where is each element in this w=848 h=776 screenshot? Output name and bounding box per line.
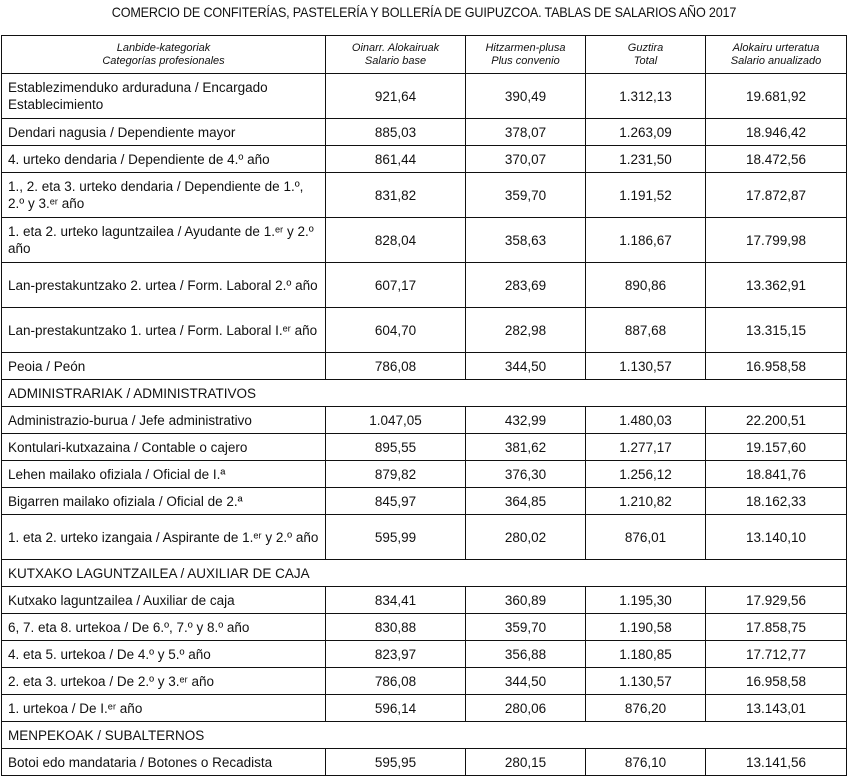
total-cell: 1.180,85 [586, 641, 706, 668]
plus-convenio-cell: 381,62 [466, 434, 586, 461]
plus-convenio-cell: 390,49 [466, 74, 586, 119]
table-row [2, 218, 847, 263]
table-row [2, 146, 847, 173]
total-cell: 1.480,03 [586, 407, 706, 434]
plus-convenio-cell: 356,88 [466, 641, 586, 668]
annual-salary-cell: 13.362,91 [706, 263, 847, 308]
table-row [2, 119, 847, 146]
base-salary-cell: 786,08 [326, 353, 466, 380]
total-cell: 887,68 [586, 308, 706, 353]
annual-salary-cell: 19.681,92 [706, 74, 847, 119]
category-cell: 1. eta 2. urteko izangaia / Aspirante de 1.ᵉʳ y 2.º año [2, 515, 326, 560]
base-salary-cell: 834,41 [326, 587, 466, 614]
plus-convenio-cell: 364,85 [466, 488, 586, 515]
plus-convenio-cell: 344,50 [466, 353, 586, 380]
section-row [2, 560, 847, 587]
total-cell: 1.263,09 [586, 119, 706, 146]
column-header-plus-convenio [466, 36, 586, 74]
plus-convenio-cell: 282,98 [466, 308, 586, 353]
header-line: Plus convenio [491, 54, 560, 67]
plus-convenio-cell: 432,99 [466, 407, 586, 434]
category-cell: 2. eta 3. urtekoa / De 2.º y 3.ᵉʳ año [2, 668, 326, 695]
annual-salary-cell: 22.200,51 [706, 407, 847, 434]
column-header-category [2, 36, 326, 74]
base-salary-cell: 595,99 [326, 515, 466, 560]
table-row [2, 614, 847, 641]
plus-convenio-cell: 280,02 [466, 515, 586, 560]
annual-salary-cell: 16.958,58 [706, 668, 847, 695]
table-row [2, 308, 847, 353]
column-header-total [586, 36, 706, 74]
annual-salary-cell: 16.958,58 [706, 353, 847, 380]
page-title: COMERCIO DE CONFITERÍAS, PASTELERÍA Y BOLLERÍA DE GUIPUZCOA. TABLAS DE SALARIOS AÑO 2017 [111, 4, 737, 20]
base-salary-cell: 830,88 [326, 614, 466, 641]
table-row [2, 173, 847, 218]
base-salary-cell: 607,17 [326, 263, 466, 308]
plus-convenio-cell: 376,30 [466, 461, 586, 488]
plus-convenio-cell: 378,07 [466, 119, 586, 146]
total-cell: 1.231,50 [586, 146, 706, 173]
total-cell: 1.190,58 [586, 614, 706, 641]
category-cell: 1. urtekoa / De I.ᵉʳ año [2, 695, 326, 722]
base-salary-cell: 786,08 [326, 668, 466, 695]
base-salary-cell: 1.047,05 [326, 407, 466, 434]
table-row [2, 488, 847, 515]
table-row [2, 749, 847, 776]
annual-salary-cell: 13.315,15 [706, 308, 847, 353]
total-cell: 876,01 [586, 515, 706, 560]
header-line: Lanbide-kategoriak [116, 41, 211, 54]
table-row [2, 695, 847, 722]
category-cell: Kutxako laguntzailea / Auxiliar de caja [2, 587, 326, 614]
plus-convenio-cell: 359,70 [466, 614, 586, 641]
annual-salary-cell: 13.140,10 [706, 515, 847, 560]
category-cell: Dendari nagusia / Dependiente mayor [2, 119, 326, 146]
annual-salary-cell: 17.872,87 [706, 173, 847, 218]
base-salary-cell: 845,97 [326, 488, 466, 515]
header-line: Alokairu urteratua [732, 41, 820, 54]
annual-salary-cell: 18.841,76 [706, 461, 847, 488]
section-title: MENPEKOAK / SUBALTERNOS [2, 722, 847, 749]
base-salary-cell: 831,82 [326, 173, 466, 218]
total-cell: 1.130,57 [586, 353, 706, 380]
annual-salary-cell: 19.157,60 [706, 434, 847, 461]
column-header-annual-salary [706, 36, 847, 74]
total-cell: 1.130,57 [586, 668, 706, 695]
annual-salary-cell: 17.712,77 [706, 641, 847, 668]
plus-convenio-cell: 283,69 [466, 263, 586, 308]
plus-convenio-cell: 280,15 [466, 749, 586, 776]
table-row [2, 461, 847, 488]
section-title: KUTXAKO LAGUNTZAILEA / AUXILIAR DE CAJA [2, 560, 847, 587]
header-line: Hitzarmen-plusa [485, 41, 566, 54]
category-cell: 1., 2. eta 3. urteko dendaria / Dependiente de 1.º, 2.º y 3.ᵉʳ año [2, 173, 326, 218]
total-cell: 1.256,12 [586, 461, 706, 488]
category-cell: Lehen mailako ofiziala / Oficial de I.ª [2, 461, 326, 488]
plus-convenio-cell: 359,70 [466, 173, 586, 218]
base-salary-cell: 861,44 [326, 146, 466, 173]
section-row [2, 722, 847, 749]
category-cell: Lan-prestakuntzako 1. urtea / Form. Laboral I.ᵉʳ año [2, 308, 326, 353]
category-cell: 4. urteko dendaria / Dependiente de 4.º año [2, 146, 326, 173]
category-cell: Lan-prestakuntzako 2. urtea / Form. Laboral 2.º año [2, 263, 326, 308]
header-line: Total [633, 54, 658, 67]
header-line: Guztira [627, 41, 664, 54]
category-cell: 1. eta 2. urteko laguntzailea / Ayudante de 1.ᵉʳ y 2.º año [2, 218, 326, 263]
section-title: ADMINISTRARIAK / ADMINISTRATIVOS [2, 380, 847, 407]
annual-salary-cell: 17.799,98 [706, 218, 847, 263]
section-row [2, 380, 847, 407]
annual-salary-cell: 18.472,56 [706, 146, 847, 173]
total-cell: 1.312,13 [586, 74, 706, 119]
plus-convenio-cell: 344,50 [466, 668, 586, 695]
total-cell: 1.186,67 [586, 218, 706, 263]
annual-salary-cell: 17.929,56 [706, 587, 847, 614]
base-salary-cell: 595,95 [326, 749, 466, 776]
category-cell: 6, 7. eta 8. urtekoa / De 6.º, 7.º y 8.º año [2, 614, 326, 641]
category-cell: Kontulari-kutxazaina / Contable o cajero [2, 434, 326, 461]
header-line: Categorías profesionales [102, 54, 225, 67]
annual-salary-cell: 17.858,75 [706, 614, 847, 641]
category-cell: Administrazio-burua / Jefe administrativo [2, 407, 326, 434]
table-row [2, 434, 847, 461]
annual-salary-cell: 18.946,42 [706, 119, 847, 146]
table-row [2, 515, 847, 560]
base-salary-cell: 596,14 [326, 695, 466, 722]
plus-convenio-cell: 358,63 [466, 218, 586, 263]
plus-convenio-cell: 280,06 [466, 695, 586, 722]
base-salary-cell: 885,03 [326, 119, 466, 146]
category-cell: Botoi edo mandataria / Botones o Recadista [2, 749, 326, 776]
category-cell: 4. eta 5. urtekoa / De 4.º y 5.º año [2, 641, 326, 668]
category-cell: Bigarren mailako ofiziala / Oficial de 2.ª [2, 488, 326, 515]
plus-convenio-cell: 360,89 [466, 587, 586, 614]
base-salary-cell: 895,55 [326, 434, 466, 461]
total-cell: 1.277,17 [586, 434, 706, 461]
plus-convenio-cell: 370,07 [466, 146, 586, 173]
header-line: Oinarr. Alokairuak [351, 41, 440, 54]
base-salary-cell: 828,04 [326, 218, 466, 263]
base-salary-cell: 823,97 [326, 641, 466, 668]
table-row [2, 353, 847, 380]
table-row [2, 641, 847, 668]
base-salary-cell: 604,70 [326, 308, 466, 353]
total-cell: 1.195,30 [586, 587, 706, 614]
total-cell: 890,86 [586, 263, 706, 308]
column-header-base-salary [326, 36, 466, 74]
table-row [2, 74, 847, 119]
total-cell: 1.191,52 [586, 173, 706, 218]
total-cell: 876,20 [586, 695, 706, 722]
total-cell: 876,10 [586, 749, 706, 776]
table-row [2, 407, 847, 434]
header-line: Salario anualizado [730, 54, 822, 67]
header-line: Salario base [364, 54, 427, 67]
annual-salary-cell: 13.143,01 [706, 695, 847, 722]
total-cell: 1.210,82 [586, 488, 706, 515]
base-salary-cell: 879,82 [326, 461, 466, 488]
salary-table [1, 35, 847, 776]
table-row [2, 263, 847, 308]
annual-salary-cell: 13.141,56 [706, 749, 847, 776]
table-row [2, 587, 847, 614]
table-header-row [2, 36, 847, 74]
category-cell: Establezimenduko arduraduna / Encargado Establecimiento [2, 74, 326, 119]
category-cell: Peoia / Peón [2, 353, 326, 380]
base-salary-cell: 921,64 [326, 74, 466, 119]
annual-salary-cell: 18.162,33 [706, 488, 847, 515]
table-row [2, 668, 847, 695]
